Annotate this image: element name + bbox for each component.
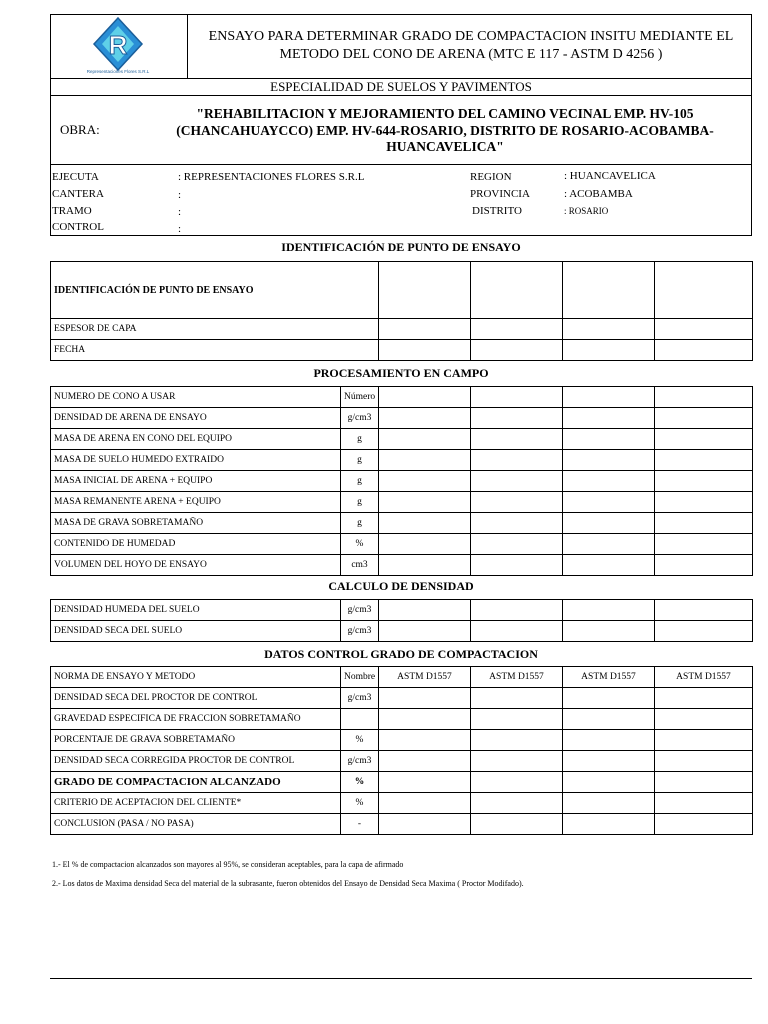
data-cell[interactable] (655, 534, 753, 555)
table-row (51, 513, 753, 534)
row-label: VOLUMEN DEL HOYO DE ENSAYO (51, 555, 341, 576)
data-cell[interactable] (655, 600, 753, 621)
data-cell[interactable] (379, 408, 471, 429)
table-row (51, 709, 753, 730)
data-cell[interactable] (471, 709, 563, 730)
row-unit: % (341, 534, 379, 555)
divider (50, 95, 752, 96)
distrito-value: : ROSARIO (564, 206, 609, 216)
data-cell[interactable] (471, 555, 563, 576)
provincia-value: : ACOBAMBA (564, 188, 633, 200)
row-unit: - (341, 814, 379, 835)
section-title-compactacion: DATOS CONTROL GRADO DE COMPACTACION (264, 647, 538, 661)
data-cell[interactable] (563, 600, 655, 621)
data-cell[interactable] (379, 513, 471, 534)
footer-rule (50, 978, 752, 979)
table-row (51, 408, 753, 429)
row-unit: cm3 (341, 555, 379, 576)
densidad-table (50, 599, 753, 642)
row-label: MASA DE SUELO HUMEDO EXTRAIDO (51, 450, 341, 471)
fecha-label: FECHA (51, 340, 379, 361)
table-row (51, 751, 753, 772)
data-cell[interactable] (471, 772, 563, 793)
data-cell[interactable] (563, 408, 655, 429)
note-2: 2.- Los datos de Maxima densidad Seca del material de la subrasante, fueron obtenidos del Ensayo de Densidad Seca Maxima ( Proctor Modifado). (52, 879, 524, 888)
row-unit: g/cm3 (341, 688, 379, 709)
logo-area (50, 14, 188, 78)
data-cell[interactable] (563, 793, 655, 814)
norma-unit: Nombre (341, 667, 379, 688)
tramo-value: : (178, 206, 182, 218)
norma-value-4[interactable]: ASTM D1557 (655, 667, 753, 688)
data-cell[interactable] (379, 492, 471, 513)
row-unit: g (341, 492, 379, 513)
tramo-label: TRAMO (52, 205, 92, 217)
data-cell[interactable] (471, 340, 563, 361)
table-row (51, 262, 753, 319)
data-cell[interactable] (471, 534, 563, 555)
table-row (51, 688, 753, 709)
data-cell[interactable] (655, 408, 753, 429)
data-cell[interactable] (379, 814, 471, 835)
data-cell[interactable] (379, 555, 471, 576)
data-cell[interactable] (655, 429, 753, 450)
data-cell[interactable] (655, 450, 753, 471)
table-row (51, 600, 753, 621)
data-cell[interactable] (655, 471, 753, 492)
data-cell[interactable] (563, 450, 655, 471)
obra-label: OBRA: (60, 122, 100, 137)
data-cell[interactable] (379, 450, 471, 471)
obra-line-1: "REHABILITACION Y MEJORAMIENTO DEL CAMINO VECINAL EMP. HV-105 (196, 106, 694, 121)
data-cell[interactable] (379, 621, 471, 642)
data-cell[interactable] (563, 688, 655, 709)
data-cell[interactable] (655, 492, 753, 513)
norma-label: NORMA DE ENSAYO Y METODO (51, 667, 341, 688)
data-cell[interactable] (471, 319, 563, 340)
data-cell[interactable] (471, 262, 563, 319)
row-label: DENSIDAD HUMEDA DEL SUELO (51, 600, 341, 621)
data-cell[interactable] (379, 600, 471, 621)
ejecuta-value: : REPRESENTACIONES FLORES S.R.L (178, 171, 365, 183)
row-unit: g (341, 429, 379, 450)
row-unit: % (341, 772, 379, 793)
data-cell[interactable] (563, 814, 655, 835)
row-unit: Número (341, 387, 379, 408)
identificacion-table (50, 261, 753, 361)
norma-value-3[interactable]: ASTM D1557 (563, 667, 655, 688)
identificacion-row-label: IDENTIFICACIÓN DE PUNTO DE ENSAYO (51, 262, 379, 319)
data-cell[interactable] (655, 262, 753, 319)
control-value: : (178, 223, 182, 235)
data-cell[interactable] (563, 730, 655, 751)
data-cell[interactable] (655, 621, 753, 642)
row-label: PORCENTAJE DE GRAVA SOBRETAMAÑO (51, 730, 341, 751)
table-row (51, 492, 753, 513)
row-label: MASA DE ARENA EN CONO DEL EQUIPO (51, 429, 341, 450)
section-title-procesamiento: PROCESAMIENTO EN CAMPO (313, 366, 489, 380)
data-cell[interactable] (655, 387, 753, 408)
data-cell[interactable] (563, 471, 655, 492)
data-cell[interactable] (471, 408, 563, 429)
espesor-label: ESPESOR DE CAPA (51, 319, 379, 340)
row-unit: g/cm3 (341, 600, 379, 621)
compactacion-table (50, 666, 753, 835)
table-row (51, 772, 753, 793)
table-row (51, 471, 753, 492)
cantera-label: CANTERA (52, 188, 104, 200)
table-row (51, 814, 753, 835)
data-cell[interactable] (655, 340, 753, 361)
title-line-2: METODO DEL CONO DE ARENA (MTC E 117 - ASTM D 4256 ) (279, 47, 663, 62)
data-cell[interactable] (379, 709, 471, 730)
data-cell[interactable] (471, 730, 563, 751)
data-cell[interactable] (471, 814, 563, 835)
row-label: MASA DE GRAVA SOBRETAMAÑO (51, 513, 341, 534)
data-cell[interactable] (379, 471, 471, 492)
row-unit: % (341, 793, 379, 814)
norma-value-1[interactable]: ASTM D1557 (379, 667, 471, 688)
data-cell[interactable] (379, 688, 471, 709)
provincia-label: PROVINCIA (470, 188, 530, 200)
data-cell[interactable] (379, 262, 471, 319)
row-unit: g (341, 471, 379, 492)
data-cell[interactable] (655, 513, 753, 534)
data-cell[interactable] (379, 429, 471, 450)
data-cell[interactable] (379, 534, 471, 555)
table-row (51, 667, 753, 688)
row-label: MASA REMANENTE ARENA + EQUIPO (51, 492, 341, 513)
data-cell[interactable] (563, 555, 655, 576)
data-cell[interactable] (471, 429, 563, 450)
table-row (51, 534, 753, 555)
section-title-densidad: CALCULO DE DENSIDAD (328, 579, 474, 593)
specialty-heading: ESPECIALIDAD DE SUELOS Y PAVIMENTOS (270, 79, 532, 94)
control-label: CONTROL (52, 221, 104, 233)
table-row (51, 340, 753, 361)
data-cell[interactable] (379, 387, 471, 408)
table-row (51, 555, 753, 576)
data-cell[interactable] (379, 751, 471, 772)
data-cell[interactable] (379, 730, 471, 751)
table-row (51, 621, 753, 642)
data-cell[interactable] (563, 772, 655, 793)
data-cell[interactable] (379, 319, 471, 340)
data-cell[interactable] (563, 340, 655, 361)
data-cell[interactable] (655, 793, 753, 814)
data-cell[interactable] (471, 513, 563, 534)
data-cell[interactable] (471, 793, 563, 814)
row-unit: % (341, 730, 379, 751)
data-cell[interactable] (563, 492, 655, 513)
data-cell[interactable] (471, 450, 563, 471)
data-cell[interactable] (655, 751, 753, 772)
row-label: NUMERO DE CONO A USAR (51, 387, 341, 408)
table-row (51, 429, 753, 450)
data-cell[interactable] (563, 534, 655, 555)
data-cell[interactable] (471, 492, 563, 513)
obra-title (150, 106, 740, 156)
table-row (51, 387, 753, 408)
cantera-value: : (178, 189, 182, 201)
data-cell[interactable] (563, 709, 655, 730)
data-cell[interactable] (471, 471, 563, 492)
data-cell[interactable] (471, 600, 563, 621)
row-label: DENSIDAD SECA DEL SUELO (51, 621, 341, 642)
data-cell[interactable] (655, 555, 753, 576)
data-cell[interactable] (379, 340, 471, 361)
row-unit: g (341, 513, 379, 534)
data-cell[interactable] (655, 319, 753, 340)
data-cell[interactable] (655, 814, 753, 835)
section-title-identificacion: IDENTIFICACIÓN DE PUNTO DE ENSAYO (281, 240, 521, 254)
data-cell[interactable] (379, 772, 471, 793)
row-unit (341, 709, 379, 730)
title-line-1: ENSAYO PARA DETERMINAR GRADO DE COMPACTACION INSITU MEDIANTE EL (208, 29, 734, 44)
svg-text:R: R (108, 30, 128, 60)
data-cell[interactable] (563, 751, 655, 772)
data-cell[interactable] (563, 621, 655, 642)
data-cell[interactable] (379, 793, 471, 814)
data-cell[interactable] (471, 387, 563, 408)
row-unit: g (341, 450, 379, 471)
data-cell[interactable] (471, 621, 563, 642)
row-label: CONTENIDO DE HUMEDAD (51, 534, 341, 555)
procesamiento-table (50, 386, 753, 576)
row-unit: g/cm3 (341, 408, 379, 429)
row-label: CONCLUSION (PASA / NO PASA) (51, 814, 341, 835)
row-label: DENSIDAD DE ARENA DE ENSAYO (51, 408, 341, 429)
region-label: REGION (470, 171, 512, 183)
data-cell[interactable] (471, 688, 563, 709)
data-cell[interactable] (655, 730, 753, 751)
data-cell[interactable] (471, 751, 563, 772)
ejecuta-label: EJECUTA (52, 171, 99, 183)
row-label: MASA INICIAL DE ARENA + EQUIPO (51, 471, 341, 492)
table-row (51, 450, 753, 471)
row-label: DENSIDAD SECA CORREGIDA PROCTOR DE CONTROL (51, 751, 341, 772)
data-cell[interactable] (563, 429, 655, 450)
distrito-label: DISTRITO (472, 205, 522, 217)
note-1: 1.- El % de compactacion alcanzados son mayores al 95%, se consideran aceptables, para la capa de afirmado (52, 860, 404, 869)
document-title (190, 14, 752, 78)
data-cell[interactable] (563, 262, 655, 319)
data-cell[interactable] (655, 688, 753, 709)
obra-line-3: HUANCAVELICA" (386, 139, 504, 154)
row-label: GRAVEDAD ESPECIFICA DE FRACCION SOBRETAMAÑO (51, 709, 341, 730)
data-cell[interactable] (655, 709, 753, 730)
data-cell[interactable] (563, 513, 655, 534)
obra-line-2: (CHANCAHUAYCCO) EMP. HV-644-ROSARIO, DISTRITO DE ROSARIO-ACOBAMBA- (176, 122, 714, 138)
divider (50, 164, 752, 165)
table-row (51, 730, 753, 751)
table-row (51, 793, 753, 814)
data-cell[interactable] (655, 772, 753, 793)
row-label: DENSIDAD SECA DEL PROCTOR DE CONTROL (51, 688, 341, 709)
row-unit: g/cm3 (341, 621, 379, 642)
row-label: CRITERIO DE ACEPTACION DEL CLIENTE* (51, 793, 341, 814)
logo-caption: Representaciones Flores S.R.L (86, 69, 150, 74)
table-row (51, 319, 753, 340)
row-label: GRADO DE COMPACTACION ALCANZADO (51, 772, 341, 793)
data-cell[interactable] (563, 387, 655, 408)
data-cell[interactable] (563, 319, 655, 340)
norma-value-2[interactable]: ASTM D1557 (471, 667, 563, 688)
row-unit: g/cm3 (341, 751, 379, 772)
region-value: : HUANCAVELICA (564, 170, 656, 182)
